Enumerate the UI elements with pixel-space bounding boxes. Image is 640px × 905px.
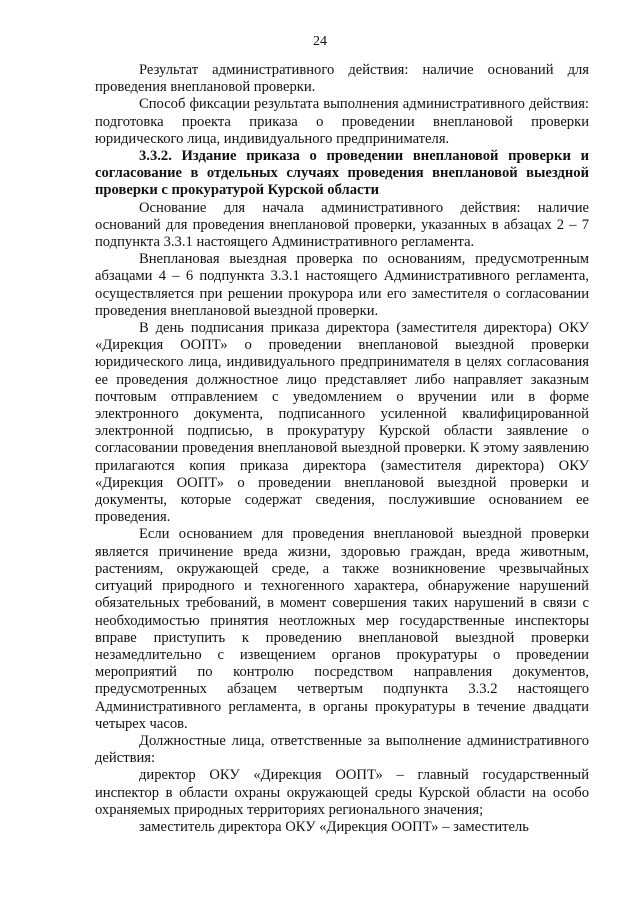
paragraph-order-signing-day: В день подписания приказа директора (заместителя директора) ОКУ «Дирекция ООПТ» о проведении внеплановой выездной проверки юридического лица, индивидуального предпринимателя в целях согласования ее проведения должностное лицо представляет либо направляет заказным почтовым отправлением с уведомлением о вручении или в форме электронного документа, подписанного усиленной квалифицированной электронной подписью, в прокуратуру Курской области заявление о согласовании проведения внеплановой выездной проверки. К этому заявлению прилагаются копия приказа директора (заместителя директора) ОКУ «Дирекция ООПТ» о проведении внеплановой выездной проверки и документы, которые содержат сведения, послужившие основанием ее проведения. bbox=[95, 320, 589, 526]
paragraph-fixation-method: Способ фиксации результата выполнения административного действия: подготовка проекта приказа о проведении внеплановой проверки юридического лица, индивидуального предпринимателя. bbox=[95, 96, 589, 147]
section-heading-3-3-2: 3.3.2. Издание приказа о проведении внеплановой проверки и согласование в отдельных случаях проведения внеплановой выездной проверки с прокуратурой Курской области bbox=[95, 148, 589, 199]
paragraph-result: Результат административного действия: наличие оснований для проведения внеплановой проверки. bbox=[95, 62, 589, 96]
document-body bbox=[95, 62, 589, 836]
paragraph-unscheduled-inspection: Внеплановая выездная проверка по основаниям, предусмотренным абзацами 4 – 6 подпункта 3.3.1 настоящего Административного регламента, осуществляется при решении прокурора или его заместителя о согласовании проведения внеплановой выездной проверки. bbox=[95, 251, 589, 319]
paragraph-basis: Основание для начала административного действия: наличие оснований для проведения внеплановой проверки, указанных в абзацах 2 – 7 подпункта 3.3.1 настоящего Административного регламента. bbox=[95, 199, 589, 251]
page-number: 24 bbox=[313, 34, 327, 49]
paragraph-responsible-officials: Должностные лица, ответственные за выполнение административного действия: bbox=[95, 732, 589, 767]
paragraph-deputy-director: заместитель директора ОКУ «Дирекция ООПТ» – заместитель bbox=[139, 818, 529, 835]
paragraph-urgent-inspection: Если основанием для проведения внеплановой выездной проверки является причинение вреда жизни, здоровью граждан, вреда животным, растениям, окружающей среде, а также возникновение чрезвычайных ситуаций природного и техногенного характера, обнаружение нарушений обязательных требований, в момент совершения таких нарушений в связи с необходимостью принятия неотложных мер государственные инспекторы вправе приступить к проведению внеплановой выездной проверки незамедлительно с извещением органов прокуратуры о проведении мероприятий по контролю посредством направления документов, предусмотренных абзацем четвертым подпункта 3.3.2 настоящего Административного регламента, в органы прокуратуры в течение двадцати четырех часов. bbox=[95, 526, 589, 732]
paragraph-director: директор ОКУ «Дирекция ООПТ» – главный государственный инспектор в области охраны окружающей среды Курской области на особо охраняемых природных территориях регионального значения; bbox=[95, 767, 589, 818]
